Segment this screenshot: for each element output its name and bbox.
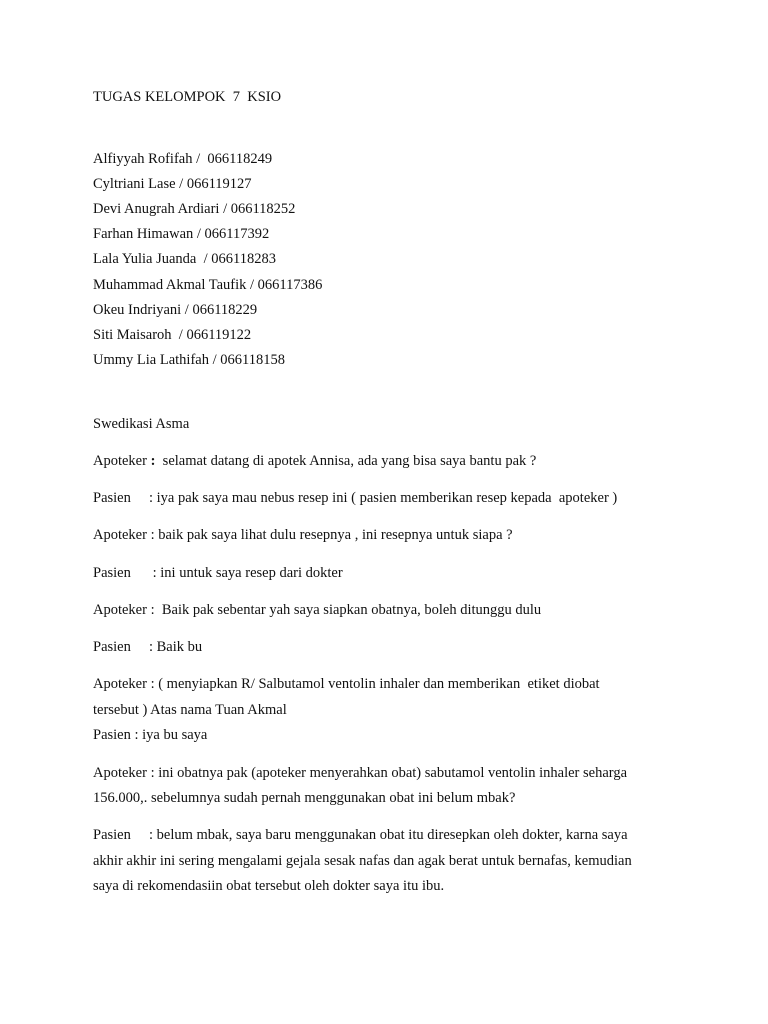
- member-line: Muhammad Akmal Taufik / 066117386: [93, 277, 323, 293]
- dialogue-line: [93, 452, 536, 470]
- member-line: Ummy Lia Lathifah / 066118158: [93, 352, 285, 368]
- dialogue-line: Apoteker : ini obatnya pak (apoteker menyerahkan obat) sabutamol ventolin inhaler seharga: [93, 765, 628, 781]
- dialogue-line: Apoteker : ( menyiapkan R/ Salbutamol ventolin inhaler dan memberikan etiket diobat: [93, 676, 600, 692]
- member-line: Farhan Himawan / 066117392: [93, 226, 270, 242]
- speaker-colon: :: [146, 453, 156, 469]
- member-line: Alfiyyah Rofifah / 066118249: [93, 151, 273, 167]
- member-line: Lala Yulia Juanda / 066118283: [93, 251, 276, 267]
- dialogue-line: 156.000,. sebelumnya sudah pernah menggunakan obat ini belum mbak?: [93, 790, 516, 806]
- member-line: Cyltriani Lase / 066119127: [93, 176, 252, 192]
- member-line: Siti Maisaroh / 066119122: [93, 327, 252, 343]
- dialogue-line: Apoteker : Baik pak sebentar yah saya siapkan obatnya, boleh ditunggu dulu: [93, 602, 542, 618]
- dialogue-line: Pasien : ini untuk saya resep dari dokter: [93, 565, 343, 581]
- section-title: Swedikasi Asma: [93, 416, 190, 432]
- dialogue-text: selamat datang di apotek Annisa, ada yang bisa saya bantu pak ?: [155, 453, 537, 469]
- speaker-label: Apoteker: [93, 453, 147, 469]
- dialogue-line: saya di rekomendasiin obat tersebut oleh dokter saya itu ibu.: [93, 878, 445, 894]
- member-line: Devi Anugrah Ardiari / 066118252: [93, 201, 296, 217]
- dialogue-line: Apoteker : baik pak saya lihat dulu resepnya , ini resepnya untuk siapa ?: [93, 527, 513, 543]
- dialogue-line: tersebut ) Atas nama Tuan Akmal: [93, 702, 287, 718]
- document-title: TUGAS KELOMPOK 7 KSIO: [93, 89, 282, 105]
- member-line: Okeu Indriyani / 066118229: [93, 302, 258, 318]
- dialogue-line: Pasien : Baik bu: [93, 639, 203, 655]
- dialogue-line: akhir akhir ini sering mengalami gejala sesak nafas dan agak berat untuk bernafas, kemudian: [93, 853, 632, 869]
- dialogue-line: Pasien : iya bu saya: [93, 727, 208, 743]
- dialogue-line: Pasien : belum mbak, saya baru menggunakan obat itu diresepkan oleh dokter, karna saya: [93, 827, 628, 843]
- dialogue-line: Pasien : iya pak saya mau nebus resep ini ( pasien memberikan resep kepada apoteker ): [93, 490, 618, 506]
